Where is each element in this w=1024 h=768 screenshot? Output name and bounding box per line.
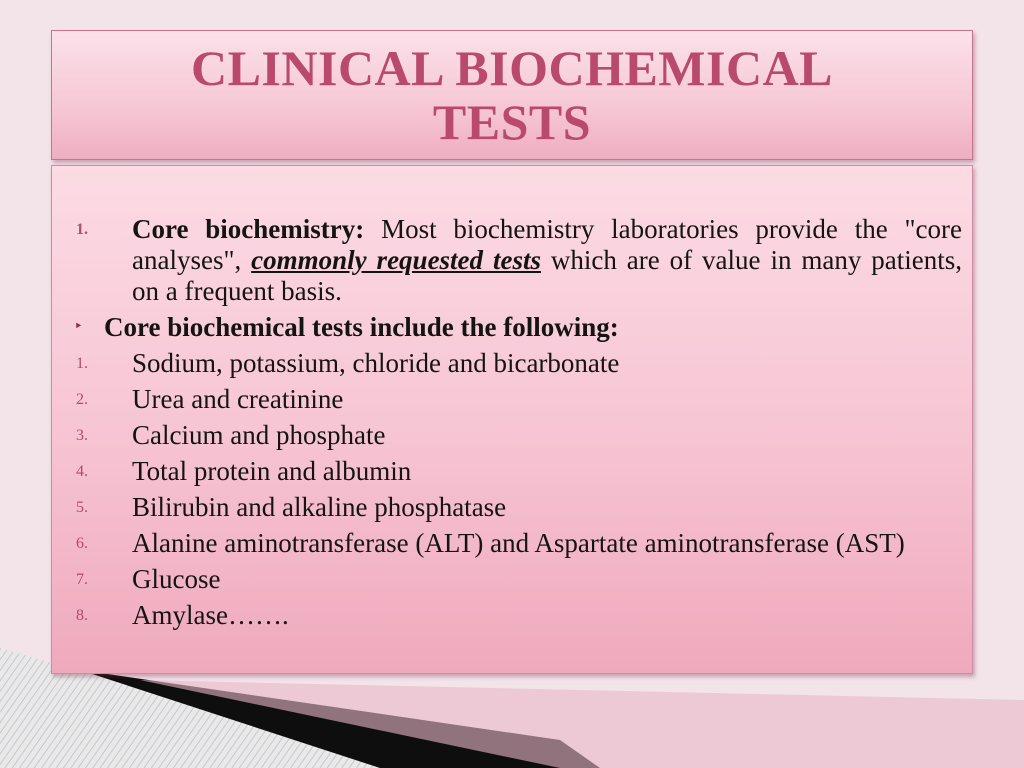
content-box (51, 165, 973, 674)
list-item (52, 564, 972, 595)
list-number: 4. (76, 463, 88, 480)
list-item-text: Alanine aminotransferase (ALT) and Aspartate aminotransferase (AST) (132, 528, 905, 558)
intro-text-after: which are of value in many patients, on a frequent basis. (132, 245, 962, 306)
intro-label: Core biochemistry: (132, 214, 365, 244)
bullet-text: Core biochemical tests include the following: (104, 312, 619, 342)
list-item-text: Glucose (132, 564, 221, 594)
intro-emphasis: commonly requested tests (251, 245, 541, 275)
list-item (52, 384, 972, 415)
list-number: 3. (76, 427, 88, 444)
list-number: 7. (76, 571, 88, 588)
list-item (52, 600, 972, 631)
list-number: 8. (76, 607, 88, 624)
list-item-text: Urea and creatinine (132, 384, 344, 414)
list-number: 2. (76, 391, 88, 408)
bullet-arrow-icon: ‣ (74, 319, 83, 335)
list-item-text: Total protein and albumin (132, 456, 412, 486)
list-item-text: Amylase……. (132, 600, 289, 630)
list-number: 1. (76, 355, 88, 372)
list-number: 1. (76, 221, 88, 238)
list-item (52, 348, 972, 379)
list-item (52, 492, 972, 523)
intro-text-before: Most biochemistry laboratories provide the "core analyses", (132, 214, 962, 275)
bullet-heading (52, 312, 972, 343)
intro-paragraph (52, 214, 972, 307)
list-item-text: Calcium and phosphate (132, 420, 386, 450)
slide-title: CLINICAL BIOCHEMICAL TESTS (190, 40, 834, 150)
content-list (52, 214, 972, 636)
list-item-text: Bilirubin and alkaline phosphatase (132, 492, 507, 522)
list-item-text: Sodium, potassium, chloride and bicarbonate (132, 348, 620, 378)
list-item (52, 456, 972, 487)
list-item (52, 528, 972, 559)
title-box (51, 30, 973, 160)
list-number: 5. (76, 499, 88, 516)
list-number: 6. (76, 535, 88, 552)
list-item (52, 420, 972, 451)
